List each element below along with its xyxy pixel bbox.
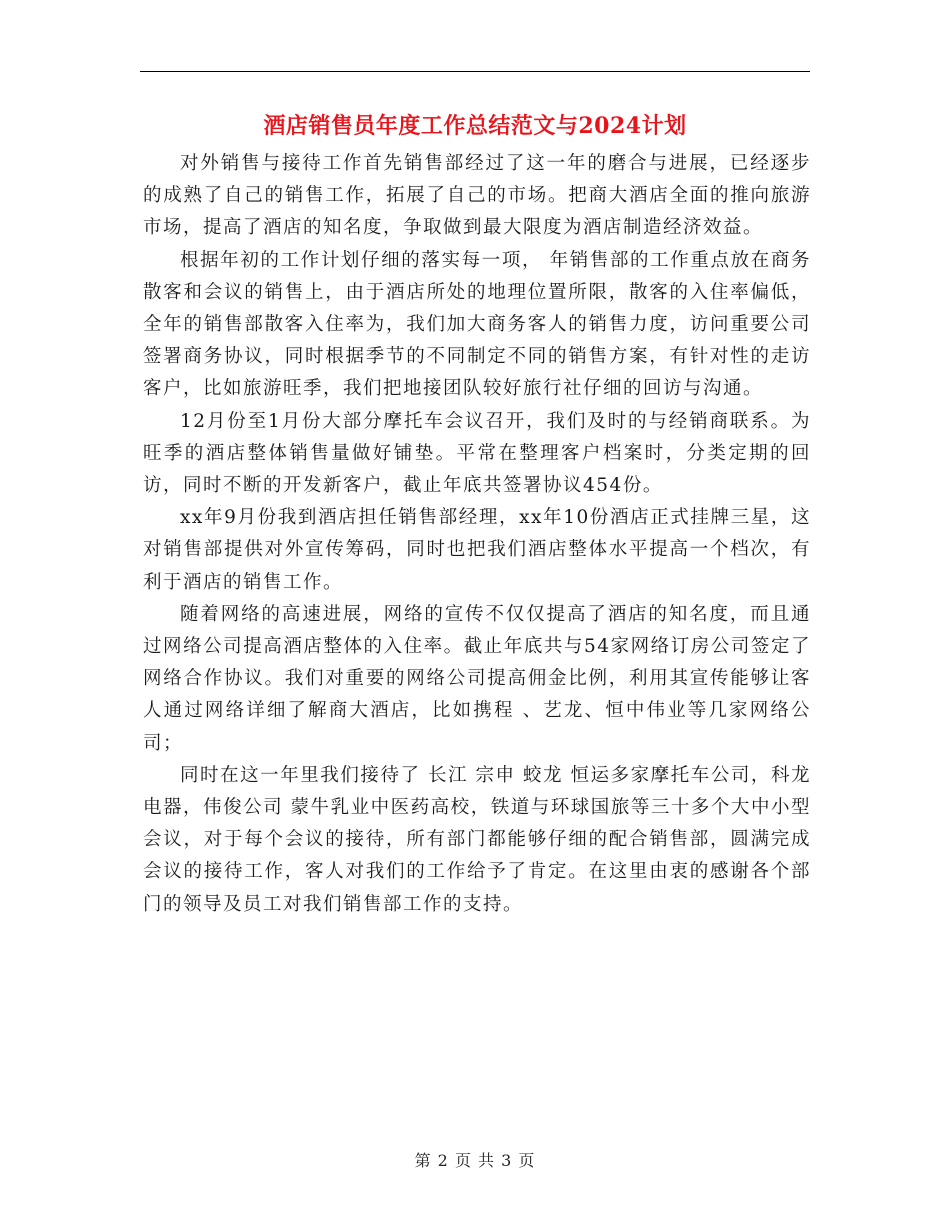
page-number-footer: 第 2 页 共 3 页 xyxy=(414,1151,536,1170)
paragraph-2: 根据年初的工作计划仔细的落实每一项， 年销售部的工作重点放在商务散客和会议的销售上，由于酒店所处的地理位置所限，散客的入住率偏低，全年的销售部散客入住率为，我们加大商务客人的销售力度，访问重要公司签署商务协议，同时根据季节的不同制定不同的销售方案，有针对性的走访客户，比如旅游旺季，我们把地接团队较好旅行社仔细的回访与沟通。 xyxy=(143,249,811,400)
document-title: 酒店销售员年度工作总结范文与2024计划 xyxy=(263,113,687,139)
paragraph-6: 同时在这一年里我们接待了 长江 宗申 蛟龙 恒运多家摩托车公司，科龙电器，伟俊公司 蒙牛乳业中医药高校，铁道与环球国旅等三十多个大中小型会议，对于每个会议的接待，所有部门都能够仔细的配合销售部，圆满完成会议的接待工作，客人对我们的工作给予了肯定。在这里由衷的感谢各个部门的领导及员工对我们销售部工作的支持。 xyxy=(143,764,811,915)
document-body xyxy=(143,148,811,921)
paragraph-1: 对外销售与接待工作首先销售部经过了这一年的磨合与进展，已经逐步的成熟了自己的销售工作，拓展了自己的市场。把商大酒店全面的推向旅游市场，提高了酒店的知名度，争取做到最大限度为酒店制造经济效益。 xyxy=(143,153,811,239)
paragraph-4: xx年9月份我到酒店担任销售部经理，xx年10份酒店正式挂牌三星，这对销售部提供对外宣传筹码，同时也把我们酒店整体水平提高一个档次，有利于酒店的销售工作。 xyxy=(143,507,811,593)
paragraph-3: 12月份至1月份大部分摩托车会议召开，我们及时的与经销商联系。为旺季的酒店整体销售量做好铺垫。平常在整理客户档案时，分类定期的回访，同时不断的开发新客户，截止年底共签署协议454份。 xyxy=(143,410,811,497)
header-rule xyxy=(140,71,810,72)
paragraph-5: 随着网络的高速进展，网络的宣传不仅仅提高了酒店的知名度，而且通过网络公司提高酒店整体的入住率。截止年底共与54家网络订房公司签定了网络合作协议。我们对重要的网络公司提高佣金比例，利用其宣传能够让客人通过网络详细了解商大酒店，比如携程 、艺龙、恒中伟业等几家网络公司； xyxy=(143,603,811,754)
